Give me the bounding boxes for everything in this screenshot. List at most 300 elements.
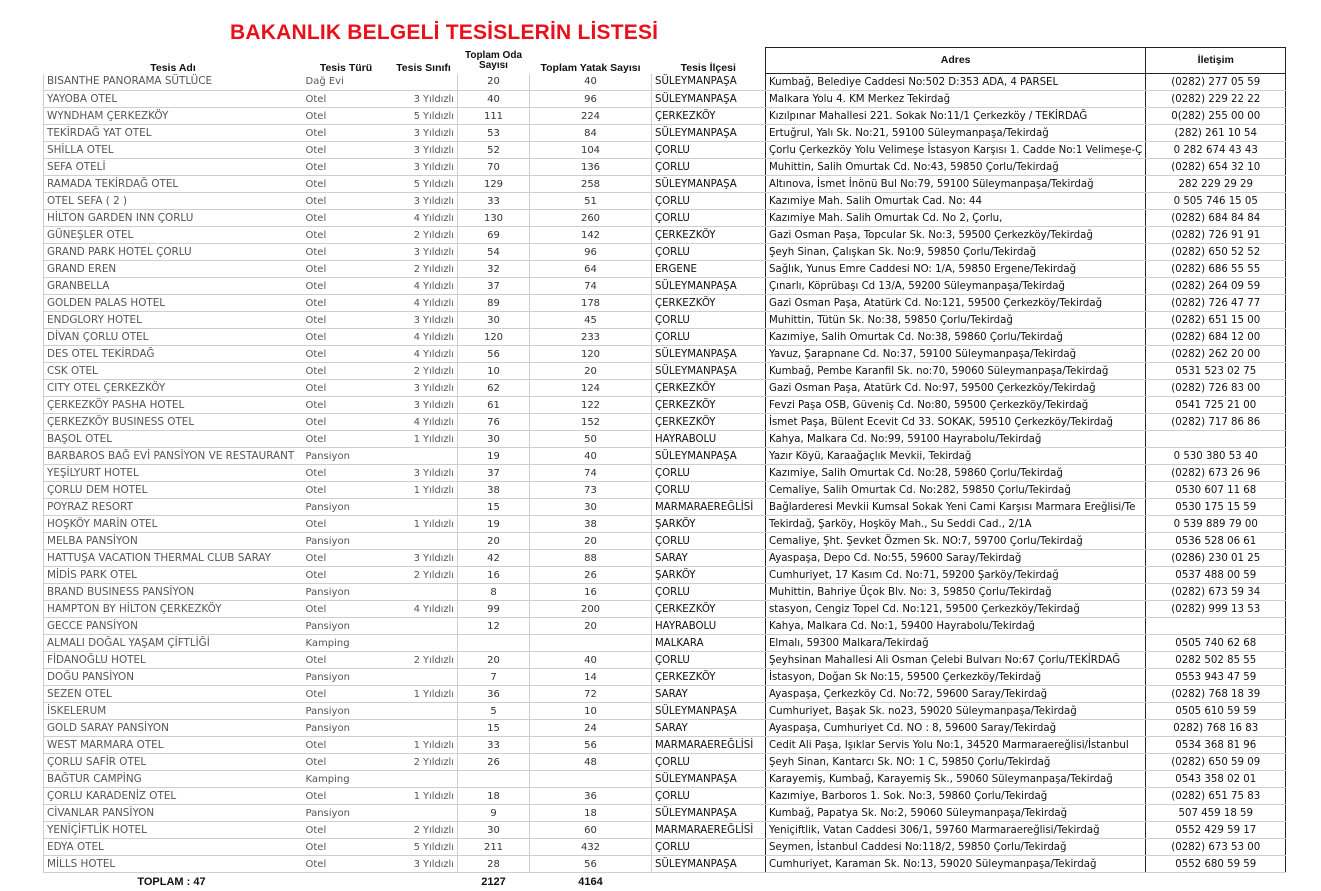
col-header-beds: Toplam Yatak Sayısı — [530, 48, 652, 74]
room-count: 12 — [458, 618, 530, 635]
facility-type: Otel — [303, 312, 390, 329]
district: SÜLEYMANPAŞA — [652, 91, 766, 108]
facility-type: Otel — [303, 482, 390, 499]
phone: 0505 740 62 68 — [1146, 635, 1286, 652]
table-row — [44, 567, 1286, 584]
phone: 0537 488 00 59 — [1146, 567, 1286, 584]
table-row — [44, 550, 1286, 567]
facility-class: 5 Yıldızlı — [390, 176, 458, 193]
facility-type: Otel — [303, 516, 390, 533]
district: SÜLEYMANPAŞA — [652, 448, 766, 465]
room-count: 211 — [458, 839, 530, 856]
facility-class: 3 Yıldızlı — [390, 193, 458, 210]
address: Çınarlı, Köprübaşı Cd 13/A, 59200 Süleymanpaşa/Tekirdağ — [766, 278, 1146, 295]
bed-count: 40 — [530, 448, 652, 465]
bed-count: 40 — [530, 74, 652, 91]
bed-count: 88 — [530, 550, 652, 567]
table-row — [44, 533, 1286, 550]
district: ÇORLU — [652, 788, 766, 805]
room-count: 18 — [458, 788, 530, 805]
facility-class — [390, 805, 458, 822]
district: MARMARAEREĞLİSİ — [652, 737, 766, 754]
district: ÇORLU — [652, 159, 766, 176]
facility-class: 3 Yıldızlı — [390, 142, 458, 159]
facility-type: Otel — [303, 363, 390, 380]
address: Kazımiye Mah. Salih Omurtak Cad. No: 44 — [766, 193, 1146, 210]
bed-count: 74 — [530, 278, 652, 295]
phone: (0282) 264 09 59 — [1146, 278, 1286, 295]
facility-name: SEFA OTELİ — [44, 159, 303, 176]
totals-beds: 4164 — [530, 873, 652, 891]
phone: (0282) 651 15 00 — [1146, 312, 1286, 329]
district: SÜLEYMANPAŞA — [652, 805, 766, 822]
facility-type: Otel — [303, 346, 390, 363]
table-row — [44, 363, 1286, 380]
address: Gazi Osman Paşa, Topcular Sk. No:3, 59500 Çerkezköy/Tekirdağ — [766, 227, 1146, 244]
facility-type: Otel — [303, 601, 390, 618]
phone: (0282) 651 75 83 — [1146, 788, 1286, 805]
phone: 0552 429 59 17 — [1146, 822, 1286, 839]
bed-count: 72 — [530, 686, 652, 703]
phone: (0282) 654 32 10 — [1146, 159, 1286, 176]
room-count: 33 — [458, 193, 530, 210]
facility-class: 2 Yıldızlı — [390, 227, 458, 244]
address: Seymen, İstanbul Caddesi No:118/2, 59850 Çorlu/Tekirdağ — [766, 839, 1146, 856]
col-header-class: Tesis Sınıfı — [390, 48, 458, 74]
bed-count: 20 — [530, 363, 652, 380]
facility-type: Pansiyon — [303, 533, 390, 550]
phone: (0282) 277 05 59 — [1146, 74, 1286, 91]
table-row — [44, 499, 1286, 516]
bed-count: 18 — [530, 805, 652, 822]
address: Cedit Ali Paşa, Işıklar Servis Yolu No:1, 34520 Marmaraereğlisi/İstanbul — [766, 737, 1146, 754]
facility-name: RAMADA TEKİRDAĞ OTEL — [44, 176, 303, 193]
bed-count: 96 — [530, 91, 652, 108]
room-count: 130 — [458, 210, 530, 227]
facility-name: ÇERKEZKÖY BUSINESS OTEL — [44, 414, 303, 431]
phone: 0536 528 06 61 — [1146, 533, 1286, 550]
facility-type: Otel — [303, 397, 390, 414]
facility-name: ALMALI DOĞAL YAŞAM ÇİFTLİĞİ — [44, 635, 303, 652]
facility-class: 3 Yıldızlı — [390, 91, 458, 108]
facility-class: 1 Yıldızlı — [390, 482, 458, 499]
room-count: 129 — [458, 176, 530, 193]
facility-name: GÜNEŞLER OTEL — [44, 227, 303, 244]
bed-count: 260 — [530, 210, 652, 227]
bed-count: 142 — [530, 227, 652, 244]
address: Elmalı, 59300 Malkara/Tekirdağ — [766, 635, 1146, 652]
facility-type: Pansiyon — [303, 448, 390, 465]
facility-type: Otel — [303, 550, 390, 567]
facility-class — [390, 703, 458, 720]
district: ÇORLU — [652, 533, 766, 550]
phone: (0282) 717 86 86 — [1146, 414, 1286, 431]
phone: (0282) 673 59 34 — [1146, 584, 1286, 601]
facility-class — [390, 533, 458, 550]
facility-type: Otel — [303, 278, 390, 295]
phone: (0282) 726 83 00 — [1146, 380, 1286, 397]
facility-name: GRAND EREN — [44, 261, 303, 278]
address: Çorlu Çerkezköy Yolu Velimeşe İstasyon Karşısı 1. Cadde No:1 Velimeşe-Ç — [766, 142, 1146, 159]
facilities-table — [43, 47, 1286, 891]
district: ŞARKÖY — [652, 516, 766, 533]
facility-class: 4 Yıldızlı — [390, 601, 458, 618]
facility-class: 3 Yıldızlı — [390, 312, 458, 329]
phone: 282 229 29 29 — [1146, 176, 1286, 193]
table-row — [44, 414, 1286, 431]
table-row — [44, 329, 1286, 346]
table-row — [44, 482, 1286, 499]
totals-label: TOPLAM : 47 — [44, 873, 303, 891]
district: ÇORLU — [652, 244, 766, 261]
room-count: 5 — [458, 703, 530, 720]
facility-type: Otel — [303, 414, 390, 431]
facility-name: YEŞİLYURT HOTEL — [44, 465, 303, 482]
room-count: 20 — [458, 533, 530, 550]
facility-class — [390, 584, 458, 601]
phone: 0282) 768 16 83 — [1146, 720, 1286, 737]
bed-count: 10 — [530, 703, 652, 720]
table-row — [44, 856, 1286, 873]
phone: 0552 680 59 59 — [1146, 856, 1286, 873]
address: Yeniçiftlik, Vatan Caddesi 306/1, 59760 Marmaraereğlisi/Tekirdağ — [766, 822, 1146, 839]
district: ÇORLU — [652, 839, 766, 856]
facility-type: Otel — [303, 567, 390, 584]
facility-class: 4 Yıldızlı — [390, 329, 458, 346]
phone: (0282) 650 59 09 — [1146, 754, 1286, 771]
table-row — [44, 91, 1286, 108]
address: Cemaliye, Şht. Şevket Özmen Sk. NO:7, 59700 Çorlu/Tekirdağ — [766, 533, 1146, 550]
facility-name: GOLDEN PALAS HOTEL — [44, 295, 303, 312]
district: HAYRABOLU — [652, 431, 766, 448]
facility-name: EDYA OTEL — [44, 839, 303, 856]
address: Kumbağ, Pembe Karanfil Sk. no:70, 59060 Süleymanpaşa/Tekirdağ — [766, 363, 1146, 380]
room-count: 111 — [458, 108, 530, 125]
facility-type: Otel — [303, 788, 390, 805]
table-row — [44, 788, 1286, 805]
facility-type: Otel — [303, 91, 390, 108]
bed-count: 40 — [530, 652, 652, 669]
facility-name: MİLLS HOTEL — [44, 856, 303, 873]
facility-name: GOLD SARAY PANSİYON — [44, 720, 303, 737]
room-count: 10 — [458, 363, 530, 380]
room-count: 76 — [458, 414, 530, 431]
facility-name: İSKELERUM — [44, 703, 303, 720]
facility-class: 4 Yıldızlı — [390, 414, 458, 431]
facility-name: TEKİRDAĞ YAT OTEL — [44, 125, 303, 142]
address: Altınova, İsmet İnönü Bul No:79, 59100 Süleymanpaşa/Tekirdağ — [766, 176, 1146, 193]
facility-type: Otel — [303, 193, 390, 210]
bed-count: 56 — [530, 737, 652, 754]
col-header-address: Adres — [766, 48, 1146, 74]
room-count: 89 — [458, 295, 530, 312]
room-count: 52 — [458, 142, 530, 159]
district: ERGENE — [652, 261, 766, 278]
room-count: 30 — [458, 822, 530, 839]
bed-count: 48 — [530, 754, 652, 771]
facility-type: Otel — [303, 329, 390, 346]
address: Fevzi Paşa OSB, Güveniş Cd. No:80, 59500 Çerkezköy/Tekirdağ — [766, 397, 1146, 414]
col-header-phone: İletişim — [1146, 48, 1286, 74]
totals-row — [44, 873, 1286, 891]
room-count: 40 — [458, 91, 530, 108]
bed-count: 73 — [530, 482, 652, 499]
bed-count — [530, 635, 652, 652]
district: SARAY — [652, 720, 766, 737]
facility-name: DES OTEL TEKİRDAĞ — [44, 346, 303, 363]
table-row — [44, 720, 1286, 737]
table-row — [44, 737, 1286, 754]
facility-name: HOŞKÖY MARİN OTEL — [44, 516, 303, 533]
room-count: 7 — [458, 669, 530, 686]
bed-count: 30 — [530, 499, 652, 516]
room-count: 70 — [458, 159, 530, 176]
address: Cumhuriyet, Başak Sk. no23, 59020 Süleymanpaşa/Tekirdağ — [766, 703, 1146, 720]
room-count: 62 — [458, 380, 530, 397]
facility-class: 2 Yıldızlı — [390, 261, 458, 278]
table-row — [44, 618, 1286, 635]
district: SARAY — [652, 686, 766, 703]
table-row — [44, 635, 1286, 652]
room-count: 28 — [458, 856, 530, 873]
district: ÇORLU — [652, 465, 766, 482]
phone: 0282 502 85 55 — [1146, 652, 1286, 669]
facility-type: Otel — [303, 244, 390, 261]
facility-name: ÇORLU SAFİR OTEL — [44, 754, 303, 771]
phone: (0282) 673 26 96 — [1146, 465, 1286, 482]
address: Cumhuriyet, Karaman Sk. No:13, 59020 Süleymanpaşa/Tekirdağ — [766, 856, 1146, 873]
table-row — [44, 669, 1286, 686]
facility-name: POYRAZ RESORT — [44, 499, 303, 516]
bed-count: 14 — [530, 669, 652, 686]
bed-count: 74 — [530, 465, 652, 482]
facility-class: 1 Yıldızlı — [390, 516, 458, 533]
facility-type: Otel — [303, 108, 390, 125]
district: ÇORLU — [652, 482, 766, 499]
bed-count: 104 — [530, 142, 652, 159]
room-count: 53 — [458, 125, 530, 142]
bed-count: 224 — [530, 108, 652, 125]
room-count: 61 — [458, 397, 530, 414]
district: SÜLEYMANPAŞA — [652, 278, 766, 295]
facility-class: 3 Yıldızlı — [390, 465, 458, 482]
table-row — [44, 261, 1286, 278]
col-header-rooms: Toplam Oda Sayısı — [458, 48, 530, 74]
address: Kazımiye, Salih Omurtak Cd. No:28, 59860 Çorlu/Tekirdağ — [766, 465, 1146, 482]
facility-name: BRAND BUSINESS PANSİYON — [44, 584, 303, 601]
facility-name: ÇERKEZKÖY PASHA HOTEL — [44, 397, 303, 414]
facility-class: 2 Yıldızlı — [390, 754, 458, 771]
address: Kazımiye Mah. Salih Omurtak Cd. No 2, Çorlu, — [766, 210, 1146, 227]
address: Ayaspaşa, Depo Cd. No:55, 59600 Saray/Tekirdağ — [766, 550, 1146, 567]
district: ÇERKEZKÖY — [652, 380, 766, 397]
facility-type: Otel — [303, 261, 390, 278]
table-row — [44, 516, 1286, 533]
bed-count: 233 — [530, 329, 652, 346]
facility-type: Otel — [303, 295, 390, 312]
facility-class: 4 Yıldızlı — [390, 278, 458, 295]
bed-count: 120 — [530, 346, 652, 363]
facility-name: YAYOBA OTEL — [44, 91, 303, 108]
address: Şeyhsinan Mahallesi Ali Osman Çelebi Bulvarı No:67 Çorlu/TEKİRDAĞ — [766, 652, 1146, 669]
table-row — [44, 193, 1286, 210]
room-count: 69 — [458, 227, 530, 244]
facility-type: Otel — [303, 652, 390, 669]
bed-count: 24 — [530, 720, 652, 737]
table-body — [44, 74, 1286, 873]
facility-name: GECCE PANSİYON — [44, 618, 303, 635]
facility-name: HATTUŞA VACATION THERMAL CLUB SARAY — [44, 550, 303, 567]
address: İsmet Paşa, Bülent Ecevit Cd 33. SOKAK, 59510 Çerkezköy/Tekirdağ — [766, 414, 1146, 431]
facility-name: WEST MARMARA OTEL — [44, 737, 303, 754]
room-count — [458, 635, 530, 652]
district: MARMARAEREĞLİSİ — [652, 822, 766, 839]
district: SÜLEYMANPAŞA — [652, 125, 766, 142]
facility-type: Otel — [303, 686, 390, 703]
district: ŞARKÖY — [652, 567, 766, 584]
phone: 0 530 380 53 40 — [1146, 448, 1286, 465]
room-count: 36 — [458, 686, 530, 703]
room-count: 37 — [458, 278, 530, 295]
address: Kahya, Malkara Cd. No:1, 59400 Hayrabolu/Tekirdağ — [766, 618, 1146, 635]
facility-class: 1 Yıldızlı — [390, 788, 458, 805]
facility-name: SHİLLA OTEL — [44, 142, 303, 159]
district: MALKARA — [652, 635, 766, 652]
table-header — [44, 48, 1286, 74]
table-row — [44, 601, 1286, 618]
facility-type: Pansiyon — [303, 703, 390, 720]
address: Yazır Köyü, Karaağaçlık Mevkii, Tekirdağ — [766, 448, 1146, 465]
room-count: 33 — [458, 737, 530, 754]
address: Muhittin, Salih Omurtak Cd. No:43, 59850 Çorlu/Tekirdağ — [766, 159, 1146, 176]
facility-type: Pansiyon — [303, 618, 390, 635]
phone: 0530 175 15 59 — [1146, 499, 1286, 516]
district: ÇERKEZKÖY — [652, 227, 766, 244]
table-row — [44, 805, 1286, 822]
facility-type: Pansiyon — [303, 499, 390, 516]
facility-class: 5 Yıldızlı — [390, 108, 458, 125]
address: Kumbağ, Belediye Caddesi No:502 D:353 ADA, 4 PARSEL — [766, 74, 1146, 91]
phone: (0282) 262 20 00 — [1146, 346, 1286, 363]
district: ÇERKEZKÖY — [652, 414, 766, 431]
facility-name: MİDİS PARK OTEL — [44, 567, 303, 584]
room-count: 32 — [458, 261, 530, 278]
district: ÇERKEZKÖY — [652, 601, 766, 618]
phone: 0(282) 255 00 00 — [1146, 108, 1286, 125]
district: SARAY — [652, 550, 766, 567]
table-row — [44, 652, 1286, 669]
room-count — [458, 771, 530, 788]
phone: (0282) 684 84 84 — [1146, 210, 1286, 227]
phone: (0282) 686 55 55 — [1146, 261, 1286, 278]
facility-class: 2 Yıldızlı — [390, 567, 458, 584]
table-row — [44, 431, 1286, 448]
facility-type: Pansiyon — [303, 805, 390, 822]
facility-class: 3 Yıldızlı — [390, 125, 458, 142]
table-row — [44, 312, 1286, 329]
facility-type: Otel — [303, 380, 390, 397]
district: ÇORLU — [652, 142, 766, 159]
facility-name: HİLTON GARDEN INN ÇORLU — [44, 210, 303, 227]
phone: 0 539 889 79 00 — [1146, 516, 1286, 533]
facility-name: SEZEN OTEL — [44, 686, 303, 703]
phone: (0282) 768 18 39 — [1146, 686, 1286, 703]
facility-class — [390, 618, 458, 635]
district: ÇORLU — [652, 754, 766, 771]
table-row — [44, 584, 1286, 601]
table-row — [44, 210, 1286, 227]
address: Kahya, Malkara Cd. No:99, 59100 Hayrabolu/Tekirdağ — [766, 431, 1146, 448]
bed-count: 432 — [530, 839, 652, 856]
district: ÇORLU — [652, 210, 766, 227]
address: Şeyh Sinan, Kantarcı Sk. NO: 1 C, 59850 Çorlu/Tekirdağ — [766, 754, 1146, 771]
bed-count: 38 — [530, 516, 652, 533]
district: ÇERKEZKÖY — [652, 295, 766, 312]
bed-count: 122 — [530, 397, 652, 414]
facility-type: Pansiyon — [303, 720, 390, 737]
phone — [1146, 618, 1286, 635]
facility-name: BAĞTUR CAMPİNG — [44, 771, 303, 788]
phone: 0 505 746 15 05 — [1146, 193, 1286, 210]
bed-count: 26 — [530, 567, 652, 584]
bed-count: 96 — [530, 244, 652, 261]
facility-class: 2 Yıldızlı — [390, 652, 458, 669]
table-row — [44, 244, 1286, 261]
district: SÜLEYMANPAŞA — [652, 703, 766, 720]
address: Kumbağ, Papatya Sk. No:2, 59060 Süleymanpaşa/Tekirdağ — [766, 805, 1146, 822]
room-count: 30 — [458, 312, 530, 329]
facility-class: 1 Yıldızlı — [390, 431, 458, 448]
facility-name: HAMPTON BY HİLTON ÇERKEZKÖY — [44, 601, 303, 618]
phone — [1146, 431, 1286, 448]
table-row — [44, 822, 1286, 839]
address: Gazi Osman Paşa, Atatürk Cd. No:121, 59500 Çerkezköy/Tekirdağ — [766, 295, 1146, 312]
table-row — [44, 839, 1286, 856]
bed-count — [530, 771, 652, 788]
district: ÇERKEZKÖY — [652, 397, 766, 414]
district: ÇORLU — [652, 652, 766, 669]
room-count: 15 — [458, 720, 530, 737]
district: MARMARAEREĞLİSİ — [652, 499, 766, 516]
district: SÜLEYMANPAŞA — [652, 856, 766, 873]
facility-name: FİDANOĞLU HOTEL — [44, 652, 303, 669]
phone: (282) 261 10 54 — [1146, 125, 1286, 142]
room-count: 38 — [458, 482, 530, 499]
table-row — [44, 227, 1286, 244]
address: Tekirdağ, Şarköy, Hoşköy Mah., Su Seddi Cad., 2/1A — [766, 516, 1146, 533]
address: Ertuğrul, Yalı Sk. No:21, 59100 Süleymanpaşa/Tekirdağ — [766, 125, 1146, 142]
facility-class: 3 Yıldızlı — [390, 550, 458, 567]
phone: (0282) 650 52 52 — [1146, 244, 1286, 261]
phone: 0531 523 02 75 — [1146, 363, 1286, 380]
bed-count: 258 — [530, 176, 652, 193]
room-count: 37 — [458, 465, 530, 482]
phone: 0541 725 21 00 — [1146, 397, 1286, 414]
totals-rooms: 2127 — [458, 873, 530, 891]
address: Cemaliye, Salih Omurtak Cd. No:282, 59850 Çorlu/Tekirdağ — [766, 482, 1146, 499]
table-row — [44, 397, 1286, 414]
table-row — [44, 465, 1286, 482]
facility-class: 2 Yıldızlı — [390, 363, 458, 380]
bed-count: 45 — [530, 312, 652, 329]
facility-class: 5 Yıldızlı — [390, 839, 458, 856]
facility-name: DİVAN ÇORLU OTEL — [44, 329, 303, 346]
district: ÇERKEZKÖY — [652, 669, 766, 686]
district: ÇORLU — [652, 312, 766, 329]
address: Malkara Yolu 4. KM Merkez Tekirdağ — [766, 91, 1146, 108]
phone: (0282) 726 91 91 — [1146, 227, 1286, 244]
room-count: 26 — [458, 754, 530, 771]
